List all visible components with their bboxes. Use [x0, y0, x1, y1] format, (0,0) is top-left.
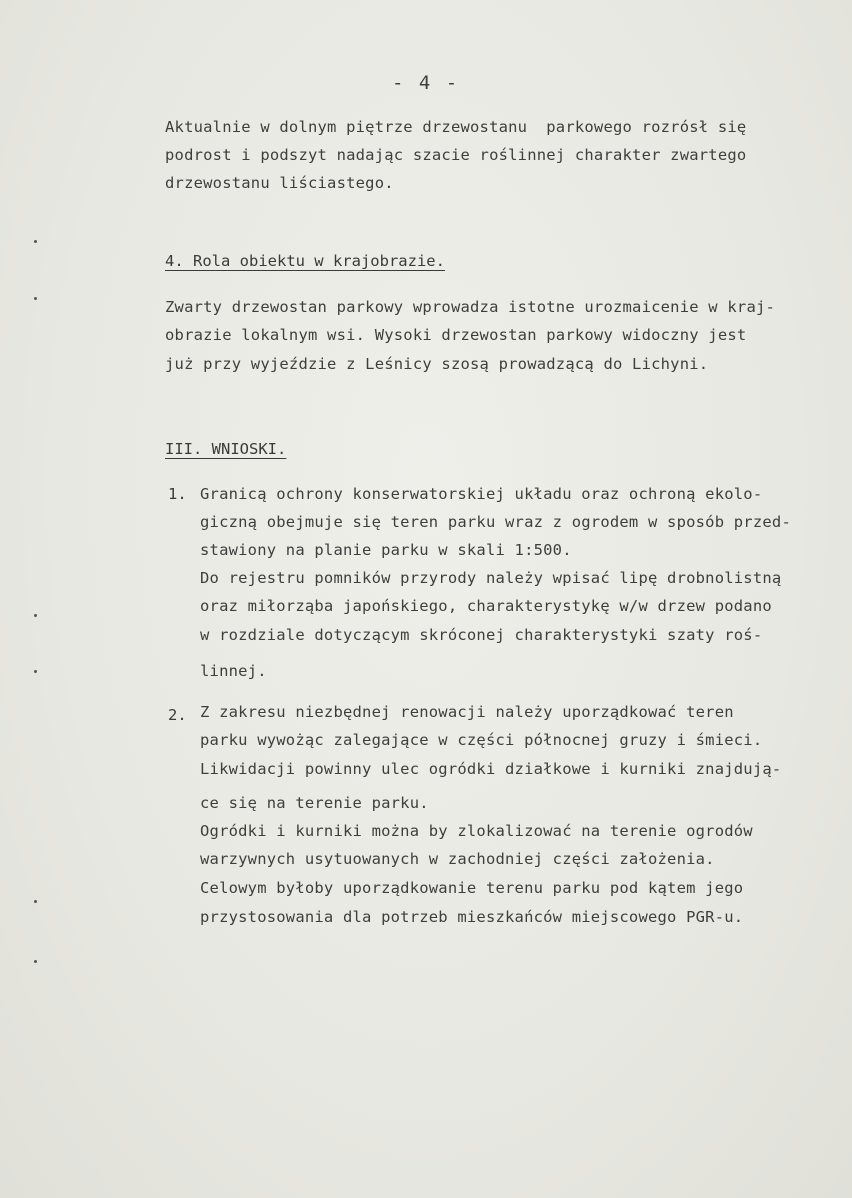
item-2-line-1: Z zakresu niezbędnej renowacji należy uporządkować teren	[200, 703, 734, 721]
item-2-line-2: parku wywożąc zalegające w części północnej gruzy i śmieci.	[200, 731, 763, 749]
item-1-line-1: Granicą ochrony konserwatorskiej układu oraz ochroną ekolo-	[200, 485, 763, 503]
item-2-line-7: Celowym byłoby uporządkowanie terenu parku pod kątem jego	[200, 879, 744, 897]
item-1-line-2: giczną obejmuje się teren parku wraz z ogrodem w sposób przed-	[200, 513, 791, 531]
section-4-line-1: Zwarty drzewostan parkowy wprowadza istotne urozmaicenie w kraj-	[165, 298, 776, 316]
section-4-heading: 4. Rola obiektu w krajobrazie.	[165, 252, 445, 270]
intro-line-2: podrost i podszyt nadając szacie roślinnej charakter zwartego	[165, 146, 747, 164]
item-1-line-5: oraz miłorząba japońskiego, charakterystykę w/w drzew podano	[200, 597, 772, 615]
paper-speck	[34, 900, 37, 903]
item-1-line-6: w rozdziale dotyczącym skróconej charakterystyki szaty roś-	[200, 626, 763, 644]
section-4-line-3: już przy wyjeździe z Leśnicy szosą prowadzącą do Lichyni.	[165, 355, 709, 373]
paper-speck	[34, 614, 37, 617]
paper-speck	[34, 670, 37, 673]
intro-line-3: drzewostanu liściastego.	[165, 174, 394, 192]
item-2-line-3: Likwidacji powinny ulec ogródki działkowe i kurniki znajdują-	[200, 760, 782, 778]
section-4-line-2: obrazie lokalnym wsi. Wysoki drzewostan parkowy widoczny jest	[165, 326, 747, 344]
item-2-line-6: warzywnych usytuowanych w zachodniej części założenia.	[200, 850, 715, 868]
paper-speck	[34, 297, 37, 300]
item-2-line-4: ce się na terenie parku.	[200, 794, 429, 812]
item-1-line-4: Do rejestru pomników przyrody należy wpisać lipę drobnolistną	[200, 569, 782, 587]
item-2-number: 2.	[168, 706, 187, 724]
section-3-heading: III. WNIOSKI.	[165, 440, 287, 458]
paper-speck	[34, 960, 37, 963]
item-1-number: 1.	[168, 485, 187, 503]
item-2-line-5: Ogródki i kurniki można by zlokalizować na terenie ogrodów	[200, 822, 753, 840]
page-number: - 4 -	[392, 72, 460, 94]
intro-line-1: Aktualnie w dolnym piętrze drzewostanu parkowego rozrósł się	[165, 118, 747, 136]
item-1-line-3: stawiony na planie parku w skali 1:500.	[200, 541, 572, 559]
paper-speck	[34, 240, 37, 243]
item-2-line-8: przystosowania dla potrzeb mieszkańców miejscowego PGR-u.	[200, 908, 744, 926]
item-1-line-7: linnej.	[200, 662, 267, 680]
